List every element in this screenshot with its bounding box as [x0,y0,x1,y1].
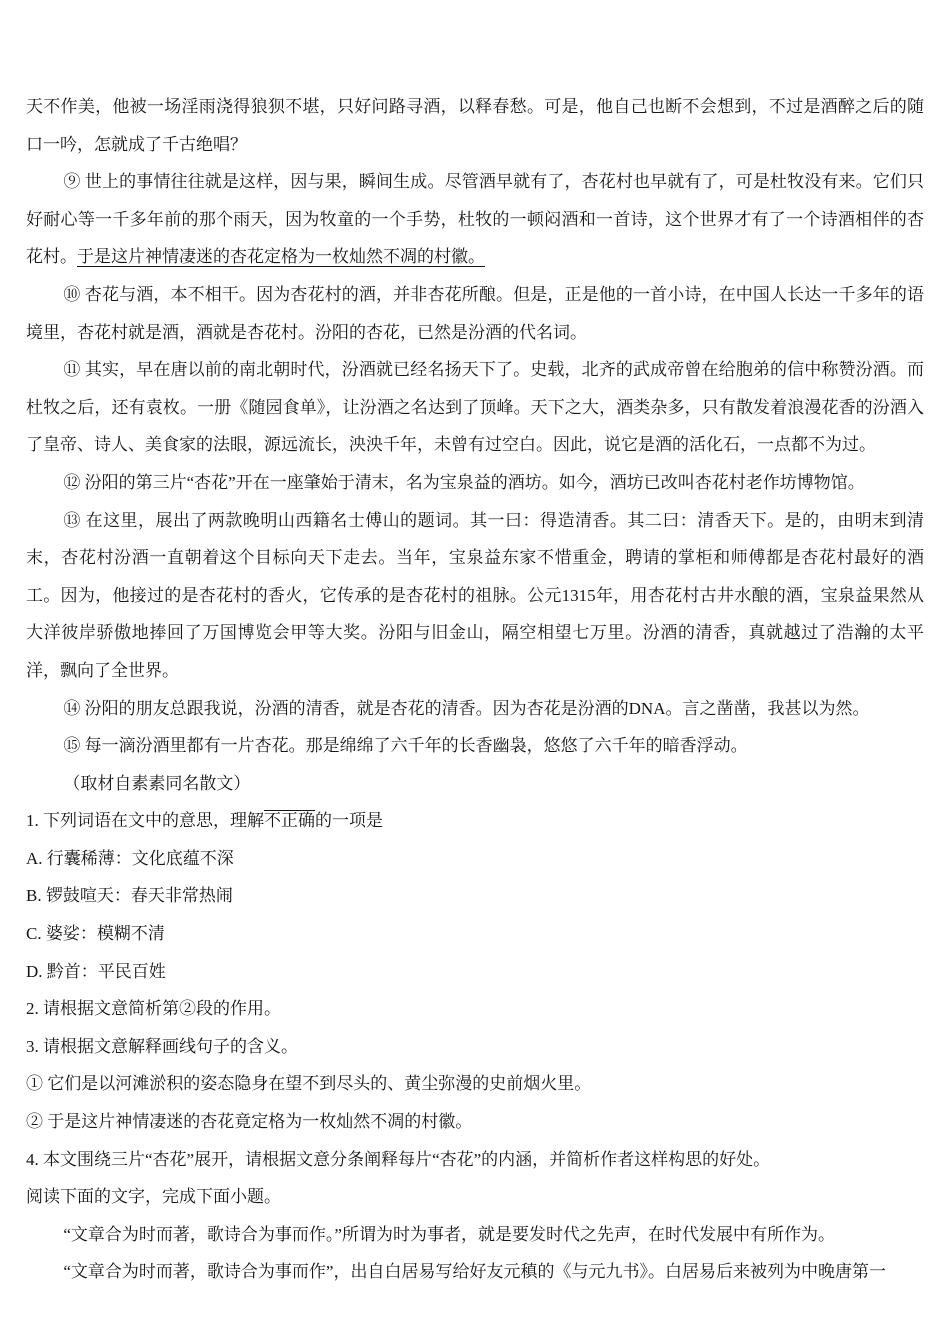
passage-paragraph [26,464,924,502]
text-segment: ⑩ 杏花与酒，本不相干。因为杏花村的酒，并非杏花所酿。但是，正是他的一首小诗，在中国人长达一千多年的语境里，杏花村就是酒，酒就是杏花村。汾阳的杏花，已然是汾酒的代名词。 [26,284,924,342]
underlined-sentence: 于是这片神情凄迷的杏花定格为一枚灿然不凋的村徽。 [77,247,485,267]
question-line [26,802,924,840]
passage-paragraph [26,502,924,690]
question-line [26,1028,924,1066]
passage-paragraph [26,163,924,276]
reading-passage [26,88,924,765]
passage-paragraph [26,727,924,765]
text-segment: ⑪ 其实，早在唐以前的南北朝时代，汾酒就已经名扬天下了。史载，北齐的武成帝曾在给胞弟的信中称赞汾酒。而杜牧之后，还有袁枚。一册《随园食单》，让汾酒之名达到了顶峰。天下之大，酒类杂多，只有散发着浪漫花香的汾酒入了皇帝、诗人、美食家的法眼，源远流长，泱泱千年，未曾有过空白。因此，说它是酒的活化石，一点都不为过。 [26,360,924,455]
next-section-intro: 阅读下面的文字，完成下面小题。 [26,1187,281,1207]
passage-paragraph [26,351,924,464]
text-segment: 天不作美，他被一场淫雨浇得狼狈不堪，只好问路寻酒，以释春愁。可是，他自己也断不会想到，不过是酒醉之后的随口一吟，怎就成了千古绝唱？ [26,97,924,154]
text-segment: ⑫ 汾阳的第三片“杏花”开在一座肇始于清末，名为宝泉益的酒坊。如今，酒坊已改叫杏花村老作坊博物馆。 [63,472,865,492]
question-line [26,953,924,991]
passage-paragraph [26,88,924,163]
text-segment: 4. 本文围绕三片“杏花”展开，请根据文意分条阐释每片“杏花”的内涵，并简析作者这样构思的好处。 [26,1149,771,1169]
text-segment: ② 于是这片神情凄迷的杏花竟定格为一枚灿然不凋的村徽。 [26,1112,473,1132]
questions-section [26,802,924,1178]
question-line [26,1141,924,1179]
text-segment: ① 它们是以河滩淤积的姿态隐身在望不到尽头的、黄尘弥漫的史前烟火里。 [26,1074,592,1094]
question-line [26,877,924,915]
text-segment: B. 锣鼓喧天：春天非常热闹 [26,886,233,906]
question-line [26,990,924,1028]
question-line [26,840,924,878]
text-segment: 1. 下列词语在文中的意思，理解 [26,811,264,831]
text-segment: 2. 请根据文意简析第②段的作用。 [26,999,281,1019]
question-line [26,1065,924,1103]
text-segment: ⑬ 在这里，展出了两款晚明山西籍名士傅山的题词。其一曰：得造清香。其二曰：清香天下。是的，由明末到清末，杏花村汾酒一直朝着这个目标向天下走去。当年，宝泉益东家不惜重金，聘请的掌柜和师傅都是杏花村最好的酒工。因为，他接过的是杏花村的香火，它传承的是杏花村的祖脉。公元1315年，用杏花村古井水酿的酒，宝泉益果然从大洋彼岸骄傲地捧回了万国博览会甲等大奖。汾阳与旧金山，隔空相望七万里。汾酒的清香，真就越过了浩瀚的太平洋，飘向了全世界。 [26,510,924,680]
question-line [26,1103,924,1141]
text-segment: ⑭ 汾阳的朋友总跟我说，汾酒的清香，就是杏花的清香。因为杏花是汾酒的DNA。言之凿凿，我甚以为然。 [63,698,870,718]
quote-paragraph [26,1216,924,1254]
text-segment: “文章合为时而著，歌诗合为事而作。”所谓为时为事者，就是要发时代之先声，在时代发展中有所作为。 [63,1224,835,1244]
passage-paragraph [26,690,924,728]
text-segment: D. 黔首：平民百姓 [26,961,166,981]
passage-attribution: （取材自素素同名散文） [63,773,251,793]
text-segment: C. 婆娑：模糊不清 [26,924,165,944]
text-segment: ⑮ 每一滴汾酒里都有一片杏花。那是绵绵了六千年的长香幽袅，悠悠了六千年的暗香浮动。 [63,736,748,756]
text-segment: ⑨ 世上的事情往往就是这样，因与果，瞬间生成。尽管酒早就有了，杏花村也早就有了，可是杜牧没有来。它们只好耐心等一千多年前的那个雨天，因为牧童的一个手势，杜牧的一顿闷酒和一首诗，这个世界才有了一个诗酒相伴的杏花村。 [26,172,924,267]
text-segment: “文章合为时而著，歌诗合为事而作”，出自白居易写给好友元稹的《与元九书》。白居易后来被列为中晚唐第一 [63,1262,886,1282]
text-segment: 3. 请根据文意解释画线句子的含义。 [26,1036,298,1056]
passage-paragraph [26,276,924,351]
question-line [26,915,924,953]
quote-paragraph [26,1253,924,1291]
second-reading-passage [26,1216,924,1291]
text-segment: 的一项是 [315,811,383,831]
emphasized-term: 不正确 [264,811,315,831]
text-segment: A. 行囊稀薄：文化底蕴不深 [26,848,234,868]
